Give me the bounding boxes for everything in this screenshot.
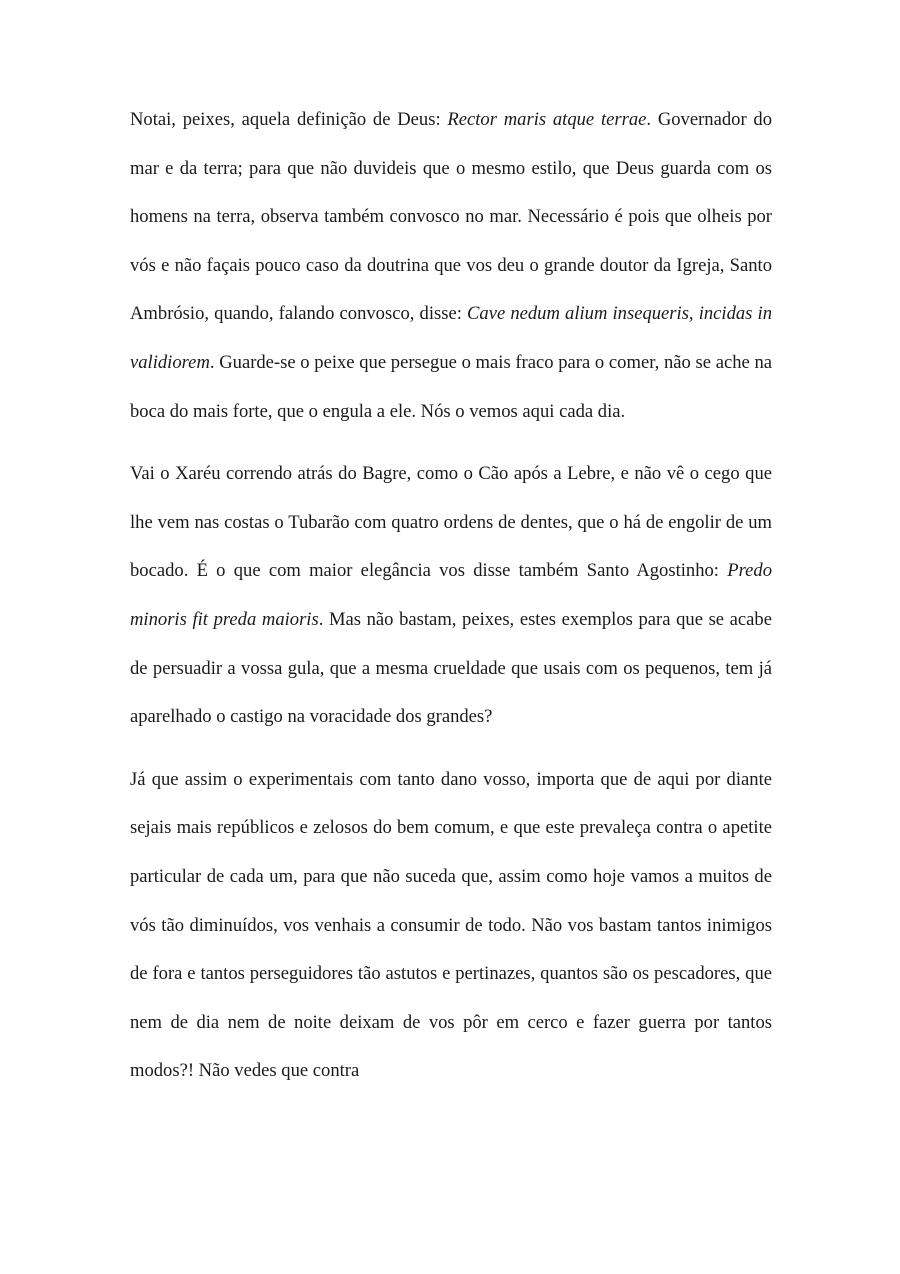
paragraph-1 [130,96,772,436]
latin-quote: Cave nedum alium insequeris, incidas in validiorem [130,303,772,373]
paragraph-3 [130,756,772,1096]
latin-quote: Predo minoris fit preda maioris [130,560,772,630]
text-run: . Guarde-se o peixe que persegue o mais fraco para o comer, não se ache na boca do mais forte, que o engula a ele. Nós o vemos aqui cada dia. [130,351,772,422]
text-run: . Governador do mar e da terra; para que não duvideis que o mesmo estilo, que Deus guarda com os homens na terra, observa também convosco no mar. Necessário é pois que olheis por vós e não façais pouco caso da doutrina que vos deu o grande doutor da Igreja, Santo Ambrósio, quando, falando convosco, disse: [130,109,773,325]
text-run: Vai o Xaréu correndo atrás do Bagre, como o Cão após a Lebre, e não vê o cego que lhe vem nas costas o Tubarão com quatro ordens de dentes, que o há de engolir de um bocado. É o que com maior elegância vos disse também Santo Agostinho: [130,463,772,582]
paragraph-2 [130,450,772,742]
text-run: Já que assim o experimentais com tanto dano vosso, importa que de aqui por diante sejais mais repúblicos e zelosos do bem comum, e que este prevaleça contra o apetite particular de cada um, para que não suceda que, assim como hoje vamos a muitos de vós tão diminuídos, vos venhais a consumir de todo. Não vos bastam tantos inimigos de fora e tantos perseguidores tão astutos e pertinazes, quantos são os pescadores, que nem de dia nem de noite deixam de vos pôr em cerco e fazer guerra por tantos modos?! Não vedes que contra [130,768,772,1082]
text-run: Notai, peixes, aquela definição de Deus: [130,109,448,130]
document-page [130,96,772,1096]
latin-quote: Rector maris atque terrae [447,109,647,130]
text-run: . Mas não bastam, peixes, estes exemplos para que se acabe de persuadir a vossa gula, que a mesma crueldade que usais com os pequenos, tem já aparelhado o castigo na voracidade dos grandes? [130,608,772,728]
